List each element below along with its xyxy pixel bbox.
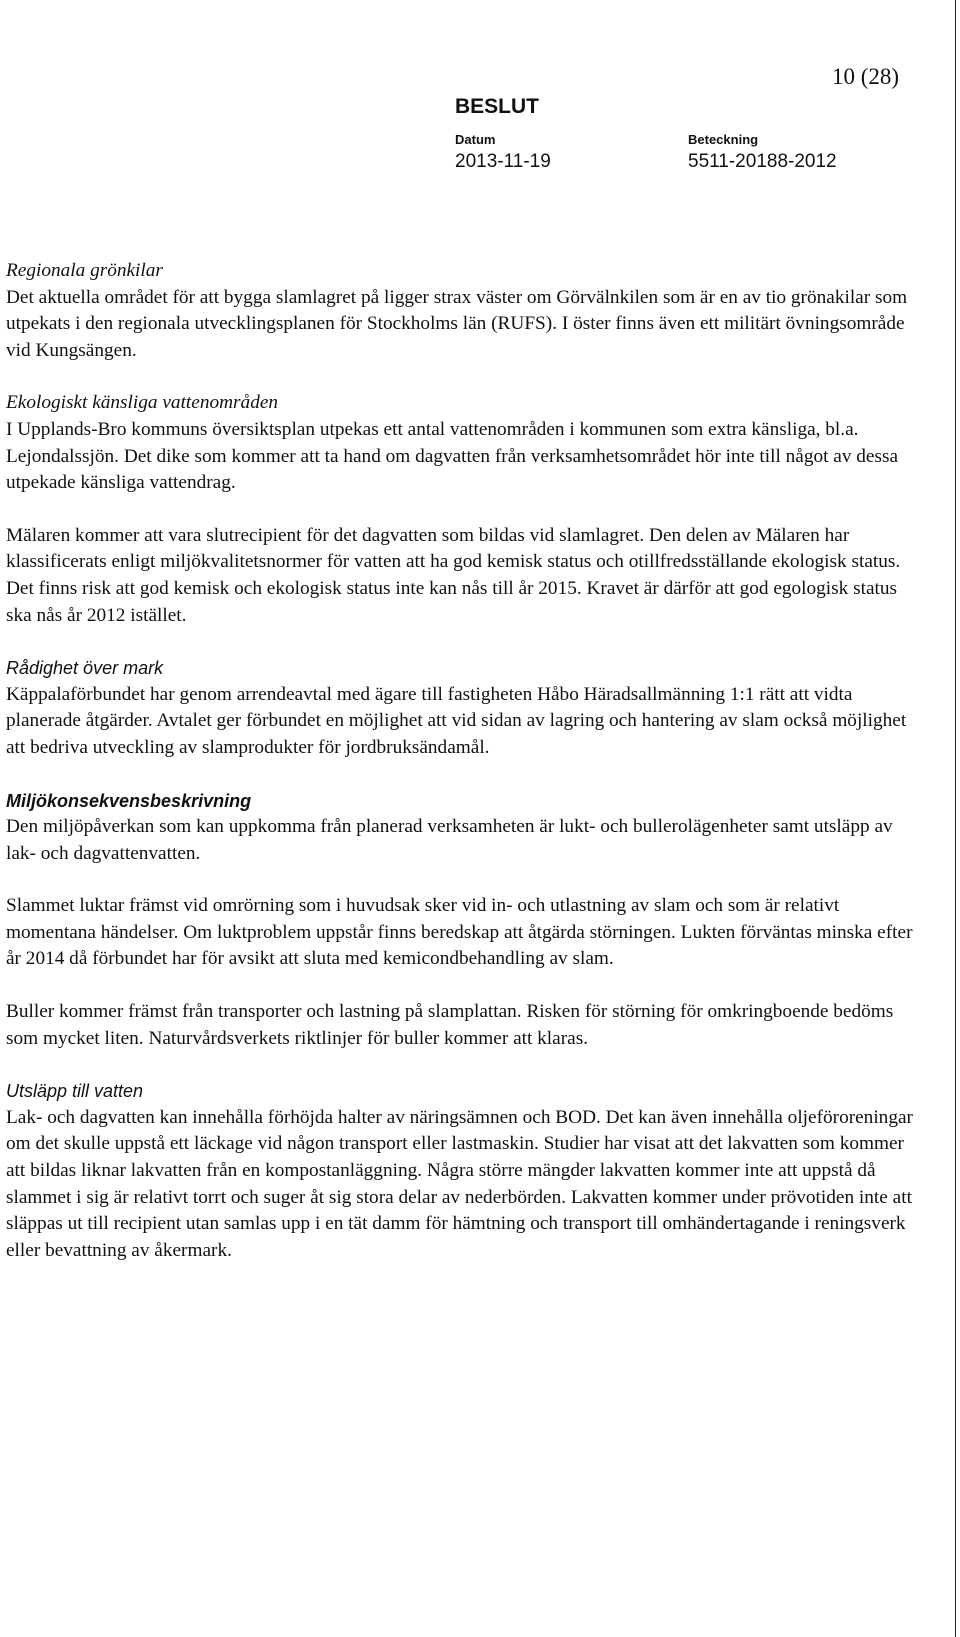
beteckning-label: Beteckning bbox=[688, 132, 759, 147]
heading-miljokonsekvensbeskrivning: Miljökonsekvensbeskrivning bbox=[6, 790, 252, 811]
heading-regionala-gronkilar: Regionala grönkilar bbox=[6, 260, 163, 281]
paragraph-ekologiskt-2: Mälaren kommer att vara slutrecipient för det dagvatten som bildas vid slamlagret. Den delen av Mälaren har klassificerats enligt miljökvalitetsnormer för vatten att ha god kemisk status och otillfredsställande ekologisk status. Det finns risk att god kemisk och ekologisk status inte kan nås till år 2015. Kravet är därför att god egologisk status ska nås år 2012 istället. bbox=[6, 524, 901, 626]
heading-utslapp-till-vatten: Utsläpp till vatten bbox=[6, 1081, 144, 1102]
paragraph-radighet: Käppalaförbundet har genom arrendeavtal med ägare till fastigheten Håbo Häradsallmänning 1:1 rätt att vidta planerade åtgärder. Avtalet ger förbundet en möjlighet att vid sidan av lagring och hantering av slam också möjlighet att bedriva utveckling av slamprodukter för jordbruksändamål. bbox=[6, 683, 907, 758]
paragraph-ekologiskt-1: I Upplands-Bro kommuns översiktsplan utpekas ett antal vattenområden i kommunen som extra känsliga, bl.a. Lejondalssjön. Det dike som kommer att ta hand om dagvatten från verksamhetsområdet hör inte till något av dessa utpekade känsliga vattendrag. bbox=[6, 418, 899, 494]
beteckning-value: 5511-20188-2012 bbox=[688, 151, 837, 172]
document-type: BESLUT bbox=[455, 95, 539, 118]
paragraph-miljo-3: Buller kommer främst från transporter och lastning på slamplattan. Risken för störning för omkringboende bedöms som mycket liten. Naturvårdsverkets riktlinjer för buller kommer att klaras. bbox=[6, 1001, 894, 1049]
heading-radighet-over-mark: Rådighet över mark bbox=[6, 658, 164, 679]
page-edge-line bbox=[955, 0, 956, 1637]
paragraph-regionala: Det aktuella området för att bygga slamlagret på ligger strax väster om Görvälnkilen som är en av tio grönakilar som utpekats i den regionala utvecklingsplanen för Stockholms län (RUFS). I öster finns även ett militärt övningsområde vid Kungsängen. bbox=[6, 286, 908, 361]
paragraph-utslapp: Lak- och dagvatten kan innehålla förhöjda halter av näringsämnen och BOD. Det kan även innehålla oljeföroreningar om det skulle uppstå ett läckage vid någon transport eller lastmaskin. Studier har visat att det lakvatten som kommer att bildas liknar lakvatten från en kompostanläggning. Några större mängder lakvatten kommer inte att uppstå då slammet i sig är relativt torrt och suger åt sig stora delar av nederbörden. Lakvatten kommer under prövotiden inte att släppas ut till recipient utan samlas upp i en tät damm för hämtning och transport till omhändertagande i reningsverk eller bevattning av åkermark. bbox=[6, 1106, 913, 1261]
heading-ekologiskt-kansliga: Ekologiskt känsliga vattenområden bbox=[6, 392, 279, 414]
beteckning-block bbox=[688, 132, 837, 174]
document-body bbox=[6, 258, 918, 1264]
datum-value: 2013-11-19 bbox=[455, 151, 551, 172]
datum-label: Datum bbox=[455, 132, 496, 147]
paragraph-miljo-1: Den miljöpåverkan som kan uppkomma från planerad verksamheten är lukt- och bullerolägenheter samt utsläpp av lak- och dagvattenvatten. bbox=[6, 816, 893, 864]
datum-block bbox=[455, 132, 551, 174]
page-number: 10 (28) bbox=[832, 64, 900, 89]
paragraph-miljo-2: Slammet luktar främst vid omrörning som i huvudsak sker vid in- och utlastning av slam och som är relativt momentana händelser. Om luktproblem uppstår finns beredskap att åtgärda störningen. Lukten förväntas minska efter år 2014 då förbundet har för avsikt att sluta med kemicondbehandling av slam. bbox=[6, 895, 913, 970]
